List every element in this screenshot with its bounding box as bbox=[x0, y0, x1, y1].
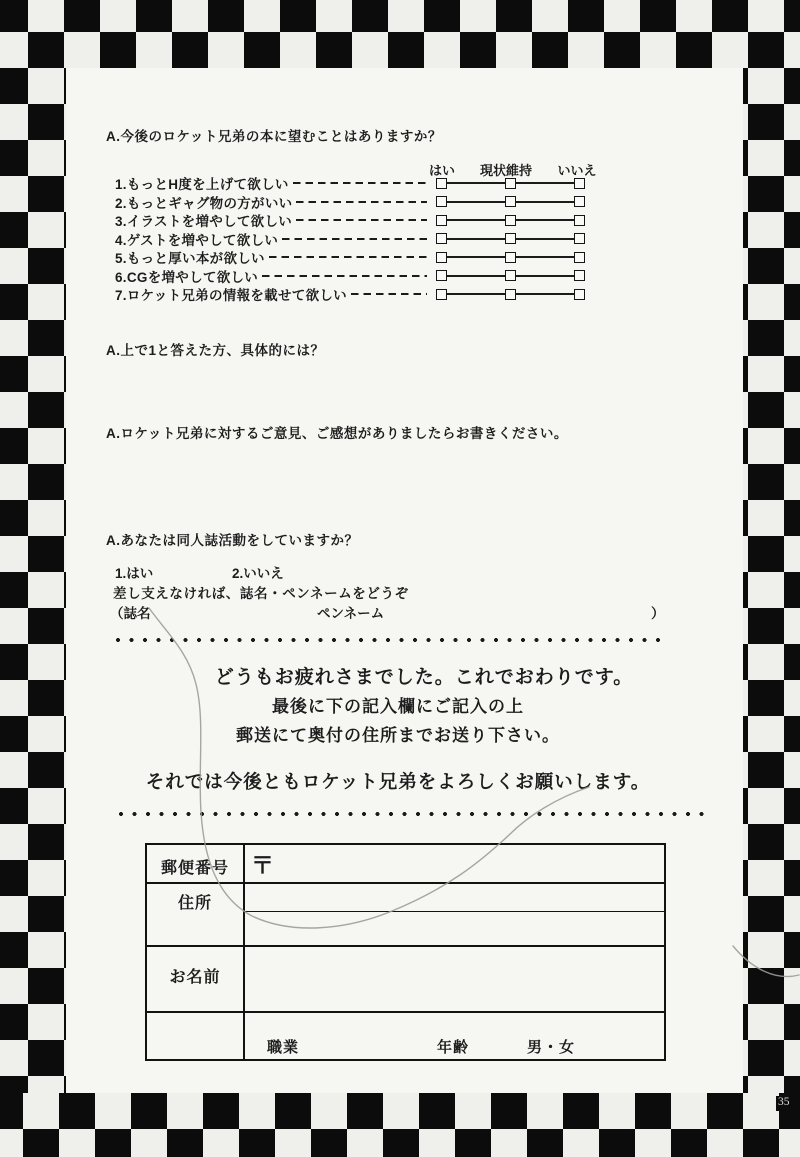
connector-line bbox=[447, 238, 505, 240]
dash-leader bbox=[282, 238, 427, 240]
connector-line bbox=[447, 256, 505, 258]
survey-item-row bbox=[115, 174, 585, 193]
survey-item-row bbox=[115, 193, 585, 212]
postal-code-field[interactable] bbox=[287, 847, 657, 880]
checkbox-no[interactable] bbox=[574, 270, 585, 281]
dotted-divider-top bbox=[115, 637, 661, 643]
survey-item-label: 4.ゲストを増やして欲しい bbox=[115, 232, 279, 248]
gender-choice-label[interactable]: 男・女 bbox=[527, 1039, 576, 1056]
question-specifics: A.上で1と答えた方、具体的には？ bbox=[106, 343, 325, 358]
dash-leader bbox=[269, 256, 427, 258]
dash-leader bbox=[351, 293, 427, 295]
page-number: 35 bbox=[776, 1096, 793, 1111]
dash-leader bbox=[296, 201, 427, 203]
magazine-name-field[interactable] bbox=[161, 602, 311, 620]
checkbox-yes[interactable] bbox=[436, 215, 447, 226]
checkbox-yes[interactable] bbox=[436, 196, 447, 207]
postal-code-label: 郵便番号 bbox=[160, 860, 229, 877]
magazine-label: （誌名 bbox=[110, 606, 151, 621]
closing-message bbox=[66, 663, 730, 796]
survey-item-label: 7.ロケット兄弟の情報を載せて欲しい bbox=[115, 288, 347, 304]
magazine-penname-line bbox=[66, 602, 743, 620]
option-no[interactable]: 2.いいえ bbox=[232, 566, 284, 581]
answer-group bbox=[436, 215, 585, 226]
connector-line bbox=[516, 238, 574, 240]
checkbox-yes[interactable] bbox=[436, 178, 447, 189]
answer-group bbox=[436, 196, 585, 207]
table-row-divider-2 bbox=[147, 945, 664, 947]
survey-item-row bbox=[115, 285, 585, 304]
question-future-hopes: A.今後のロケット兄弟の本に望むことはありますか？ bbox=[106, 129, 442, 144]
mailing-info-table bbox=[145, 843, 666, 1061]
table-address-subdivider bbox=[245, 911, 664, 912]
survey-item-label: 2.もっとギャグ物の方がいい bbox=[115, 195, 293, 211]
checkbox-no[interactable] bbox=[574, 215, 585, 226]
checkbox-status-quo[interactable] bbox=[505, 270, 516, 281]
answer-group bbox=[436, 233, 585, 244]
name-field[interactable] bbox=[245, 948, 660, 1009]
checkbox-no[interactable] bbox=[574, 233, 585, 244]
dash-leader bbox=[293, 182, 427, 184]
survey-item-label: 1.もっとH度を上げて欲しい bbox=[115, 177, 289, 193]
survey-item-row bbox=[115, 248, 585, 267]
checkbox-no[interactable] bbox=[574, 289, 585, 300]
survey-items-list bbox=[115, 174, 585, 304]
checkbox-status-quo[interactable] bbox=[505, 289, 516, 300]
table-row-divider-3 bbox=[147, 1011, 664, 1013]
checkbox-no[interactable] bbox=[574, 196, 585, 207]
doujin-options bbox=[115, 562, 515, 581]
col-header-yes: はい bbox=[428, 163, 456, 178]
closing-line-3: 郵送にて奥付の住所までお送り下さい。 bbox=[236, 726, 560, 745]
penname-field[interactable] bbox=[396, 602, 646, 620]
dotted-divider-bottom bbox=[118, 811, 709, 817]
connector-line bbox=[516, 201, 574, 203]
name-label: お名前 bbox=[169, 969, 221, 986]
survey-item-row bbox=[115, 267, 585, 286]
answer-group bbox=[436, 178, 585, 189]
question-doujin-activity: A.あなたは同人誌活動をしていますか？ bbox=[106, 533, 359, 548]
checkbox-status-quo[interactable] bbox=[505, 196, 516, 207]
postal-mark: 〒 bbox=[251, 852, 274, 878]
age-label: 年齢 bbox=[437, 1039, 470, 1056]
connector-line bbox=[516, 293, 574, 295]
survey-item-label: 3.イラストを増やして欲しい bbox=[115, 214, 293, 230]
address-label: 住所 bbox=[177, 895, 212, 912]
col-header-no: いいえ bbox=[557, 163, 597, 178]
checkbox-yes[interactable] bbox=[436, 270, 447, 281]
answer-group bbox=[436, 289, 585, 300]
answer-group bbox=[436, 252, 585, 263]
penname-request-note: 差し支えなければ、誌名・ペンネームをどうぞ bbox=[113, 586, 409, 601]
dash-leader bbox=[296, 219, 427, 221]
connector-line bbox=[447, 182, 505, 184]
survey-item-label: 5.もっと厚い本が欲しい bbox=[115, 251, 265, 267]
occupation-field[interactable] bbox=[305, 1017, 430, 1057]
survey-form-page bbox=[66, 68, 743, 1093]
connector-line bbox=[447, 275, 505, 277]
connector-line bbox=[447, 219, 505, 221]
col-header-status-quo: 現状維持 bbox=[479, 163, 533, 178]
survey-item-row bbox=[115, 211, 585, 230]
checkbox-yes[interactable] bbox=[436, 233, 447, 244]
address-field-line1[interactable] bbox=[245, 884, 660, 909]
connector-line bbox=[516, 275, 574, 277]
closing-line-1: どうもお疲れさまでした。これでおわりです。 bbox=[214, 667, 634, 688]
checkbox-status-quo[interactable] bbox=[505, 215, 516, 226]
connector-line bbox=[516, 219, 574, 221]
checkbox-status-quo[interactable] bbox=[505, 178, 516, 189]
connector-line bbox=[516, 256, 574, 258]
closing-line-4: それでは今後ともロケット兄弟をよろしくお願いします。 bbox=[145, 771, 651, 792]
paren-close: ） bbox=[651, 606, 665, 621]
answer-group bbox=[436, 270, 585, 281]
checkbox-yes[interactable] bbox=[436, 289, 447, 300]
option-yes[interactable]: 1.はい bbox=[115, 566, 154, 581]
checkbox-no[interactable] bbox=[574, 178, 585, 189]
survey-item-row bbox=[115, 230, 585, 249]
connector-line bbox=[516, 182, 574, 184]
occupation-label: 職業 bbox=[267, 1039, 300, 1056]
address-field-line2[interactable] bbox=[245, 913, 660, 943]
penname-label: ペンネーム bbox=[317, 606, 385, 621]
age-field[interactable] bbox=[475, 1017, 523, 1057]
closing-line-2: 最後に下の記入欄にご記入の上 bbox=[272, 697, 524, 716]
checkbox-yes[interactable] bbox=[436, 252, 447, 263]
question-feedback: A.ロケット兄弟に対するご意見、ご感想がありましたらお書きください。 bbox=[106, 426, 568, 441]
dash-leader bbox=[262, 275, 427, 277]
checkbox-status-quo[interactable] bbox=[505, 233, 516, 244]
connector-line bbox=[447, 293, 505, 295]
checkbox-no[interactable] bbox=[574, 252, 585, 263]
checkbox-status-quo[interactable] bbox=[505, 252, 516, 263]
checker-border-bottom bbox=[0, 1093, 800, 1157]
survey-item-label: 6.CGを増やして欲しい bbox=[115, 269, 259, 285]
connector-line bbox=[447, 201, 505, 203]
